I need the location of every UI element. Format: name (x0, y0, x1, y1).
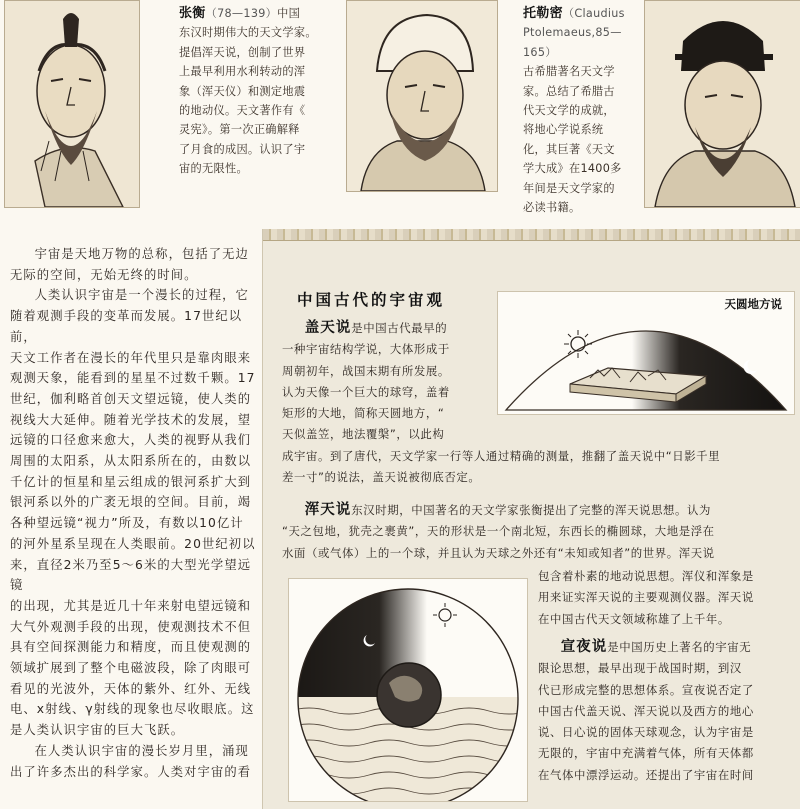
gaitian-section: 盖天说是中国古代最早的 一种宇宙结构学说，大体形成于 周朝初年，战国末期有所发展。 认为天像一个巨大的球穹，盖着 矩形的大地，简称天圆地方，“ 天似盖笠，地法覆槃”，以此构 (282, 320, 450, 442)
figure1-label: 天圆地方说 (724, 297, 782, 311)
bio-line: 必读书籍。 (523, 201, 581, 215)
figure-egg-universe (288, 578, 528, 802)
scholar-engraving (645, 1, 800, 207)
bio-line: 代天文学的成就， (523, 104, 615, 118)
bio-line: 了月食的成因。认识了宇 (179, 142, 306, 156)
zhang-heng-years: （78—139） (205, 7, 278, 20)
bio-line: 提倡浑天说，创制了世界 (179, 45, 306, 59)
paragraph: 人类认识宇宙是一个漫长的过程，它 随着观测手段的变革而发展。17世纪以前， 天文工作者在漫长的年代里只是靠肉眼来 观测天象，能看到的星星不过数千颗。17 世纪，伽利略首创天文望远镜，使人类的 视线大大延伸。随着光学技术的发展，望 远镜的口径愈来愈大，人类的视野从我们 周围的太阳系，从太阳系所在的，由数以 千亿计的恒星和星云组成的银河系扩大到 银河系以外的广袤无垠的空间。目前，竭 各种望远镜“视力”所及，有数以10亿计 的河外星系呈现在人类眼前。20世纪初以 来，直径2米乃至5～6米的大型光学望远镜 的出现，尤其是近几十年来射电望远镜和 大气外观测手段的出现，使观测技术不但 具有空间探测能力和精度，而且使观测的 领域扩展到了整个电磁波段，除了肉眼可 看见的光波外，天体的紫外、红外、无线 电、x射线、γ射线的现象也尽收眼底。这 是人类认识宇宙的巨大飞跃。 (10, 288, 256, 738)
panel-title: 中国古代的宇宙观 (297, 291, 446, 309)
huntian-continued: 包含着朴素的地动说思想。浑仪和浑象是 用来证实浑天说的主要观测仪器。浑天说 在中国古代天文领域称雄了上千年。 (538, 569, 754, 626)
gaitian-continued: 成宇宙。到了唐代，天文学家一行等人通过精确的测量，推翻了盖天说中“日影千里 差一寸”的说法，盖天说被彻底否定。 (282, 449, 721, 485)
bio-line: 学大成》在1400多 (523, 162, 622, 176)
bio-text: 中国 (277, 7, 301, 20)
gaitian-term: 盖天说 (304, 320, 352, 336)
bio-line: 象（浑天仪）和测定地震 (179, 84, 306, 98)
bio-line: 上最早利用水利转动的浑 (179, 65, 306, 79)
zhang-heng-bio (179, 4, 329, 179)
huntian-term: 浑天说 (304, 502, 352, 518)
bio-line: 宙的无限性。 (179, 162, 248, 176)
bio-line: 家。总结了希腊古 (523, 84, 615, 98)
ptolemy-name: 托勒密 (523, 6, 563, 21)
portrait-ptolemy (346, 0, 498, 192)
bio-line: 的地动仪。天文著作有《 (179, 104, 306, 118)
intro-column (10, 244, 260, 782)
portrait-ming-astronomer (644, 0, 800, 208)
xuanye-term: 宣夜说 (560, 639, 608, 655)
huntian-section: 浑天说东汉时期，中国著名的天文学家张衡提出了完整的浑天说思想。认为 “天之包地，犹壳之裹黄”，天的形状是一个南北短，东西长的椭圆球，大地是浮在 水面（或气体）上的一个球，并且认为天球之外还有“未知或知者”的世界。浑天说 (282, 502, 715, 560)
ptolemy-years-2: Ptolemaeus,85—165） (523, 26, 622, 59)
decorative-border (263, 229, 800, 241)
paragraph: 宇宙是天地万物的总称，包括了无边 无际的空间，无始无终的时间。 (10, 247, 249, 282)
bio-line: 东汉时期伟大的天文学家。 (179, 26, 317, 40)
figure-round-sky-square-earth (497, 291, 795, 415)
zhang-heng-engraving (5, 1, 139, 207)
ptolemy-engraving (347, 1, 497, 191)
bio-line: 灵宪》。第一次正确解释 (179, 123, 300, 137)
xuanye-section: 宣夜说是中国历史上著名的宇宙无 限论思想，最早出现于战国时期，到汉 代已形成完整的思想体系。宣夜说否定了 中国古代盖天说、浑天说以及西方的地心 说、日心说的固体天球观念，认为宇宙是 无限的，宇宙中充满着气体，所有天体都 在气体中漂浮运动。还提出了宇宙在时间 (538, 639, 754, 782)
egg-universe-illustration (289, 579, 527, 801)
bio-line: 年间是天文学家的 (523, 181, 615, 195)
portrait-zhang-heng (4, 0, 140, 208)
ptolemy-years-1: （Claudius (562, 7, 625, 20)
bio-line: 古希腊著名天文学 (523, 65, 615, 79)
ptolemy-bio (523, 4, 635, 217)
bio-line: 将地心学说系统 (523, 123, 604, 137)
bio-line: 化，其巨著《天文 (523, 142, 615, 156)
paragraph: 在人类认识宇宙的漫长岁月里，涌现 出了许多杰出的科学家。人类对宇宙的看 (10, 743, 252, 779)
zhang-heng-name: 张衡 (179, 6, 206, 21)
